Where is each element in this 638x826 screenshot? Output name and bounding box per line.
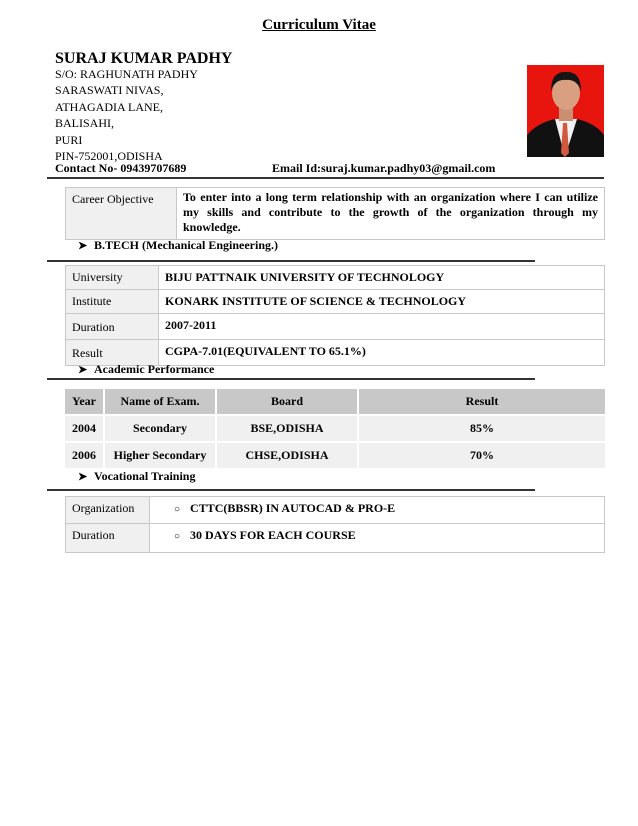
- address-line: S/O: RAGHUNATH PADHY: [55, 67, 198, 81]
- row-value: CTTC(BBSR) IN AUTOCAD & PRO-E: [190, 501, 396, 515]
- cell-result: 70%: [359, 443, 605, 468]
- heading-text: Academic Performance: [94, 362, 215, 376]
- btech-table: [65, 265, 605, 366]
- email: Email Id:suraj.kumar.padhy03@gmail.com: [272, 161, 496, 175]
- heading-text: Vocational Training: [94, 469, 196, 483]
- row-value: CGPA-7.01(EQUIVALENT TO 65.1%): [159, 340, 605, 366]
- divider: [47, 489, 535, 491]
- row-label: University: [66, 266, 159, 290]
- section-heading-academic: [78, 362, 214, 377]
- divider: [47, 177, 604, 179]
- circle-bullet-icon: ○: [174, 531, 181, 542]
- column-header: Board: [217, 389, 357, 414]
- address-line: PURI: [55, 133, 83, 147]
- column-header: Year: [65, 389, 103, 414]
- row-label: Institute: [66, 290, 159, 314]
- cell-board: BSE,ODISHA: [217, 416, 357, 441]
- row-label: Result: [66, 340, 159, 366]
- cell-board: CHSE,ODISHA: [217, 443, 357, 468]
- row-label: Duration: [66, 524, 150, 553]
- arrow-bullet-icon: ➤: [78, 240, 88, 252]
- heading-text: B.TECH (Mechanical Engineering.): [94, 238, 278, 252]
- section-heading-vocational: [78, 469, 195, 484]
- cell-year: 2006: [65, 443, 103, 468]
- row-label: Duration: [66, 314, 159, 340]
- row-value: 2007-2011: [159, 314, 605, 340]
- address-line: ATHAGADIA LANE,: [55, 100, 163, 114]
- section-heading-btech: [78, 238, 278, 253]
- document-title: Curriculum Vitae: [262, 17, 376, 33]
- objective-label: Career Objective: [66, 188, 177, 240]
- row-value: 30 DAYS FOR EACH COURSE: [190, 528, 356, 542]
- address-line: BALISAHI,: [55, 116, 114, 130]
- arrow-bullet-icon: ➤: [78, 471, 88, 483]
- divider: [47, 378, 535, 380]
- circle-bullet-icon: ○: [174, 504, 181, 515]
- address-line: PIN-752001,ODISHA: [55, 149, 163, 163]
- row-value: KONARK INSTITUTE OF SCIENCE & TECHNOLOGY: [159, 290, 605, 314]
- cell-result: 85%: [359, 416, 605, 441]
- row-label: Organization: [66, 497, 150, 524]
- column-header: Result: [359, 389, 605, 414]
- address-line: SARASWATI NIVAS,: [55, 83, 164, 97]
- column-header: Name of Exam.: [105, 389, 215, 414]
- contact-number: Contact No- 09439707689: [55, 161, 187, 175]
- cell-exam: Secondary: [105, 416, 215, 441]
- objective-text: To enter into a long term relationship with an organization where I can utilize my skills and contribute to the growth of the organization through my knowledge.: [177, 188, 605, 240]
- divider: [47, 260, 535, 262]
- profile-photo: [527, 65, 604, 157]
- vocational-table: [65, 496, 605, 553]
- row-value: BIJU PATTNAIK UNIVERSITY OF TECHNOLOGY: [159, 266, 605, 290]
- cell-exam: Higher Secondary: [105, 443, 215, 468]
- arrow-bullet-icon: ➤: [78, 364, 88, 376]
- career-objective-table: [65, 187, 605, 240]
- academic-table: [63, 387, 607, 470]
- cell-year: 2004: [65, 416, 103, 441]
- candidate-name: SURAJ KUMAR PADHY: [55, 50, 233, 67]
